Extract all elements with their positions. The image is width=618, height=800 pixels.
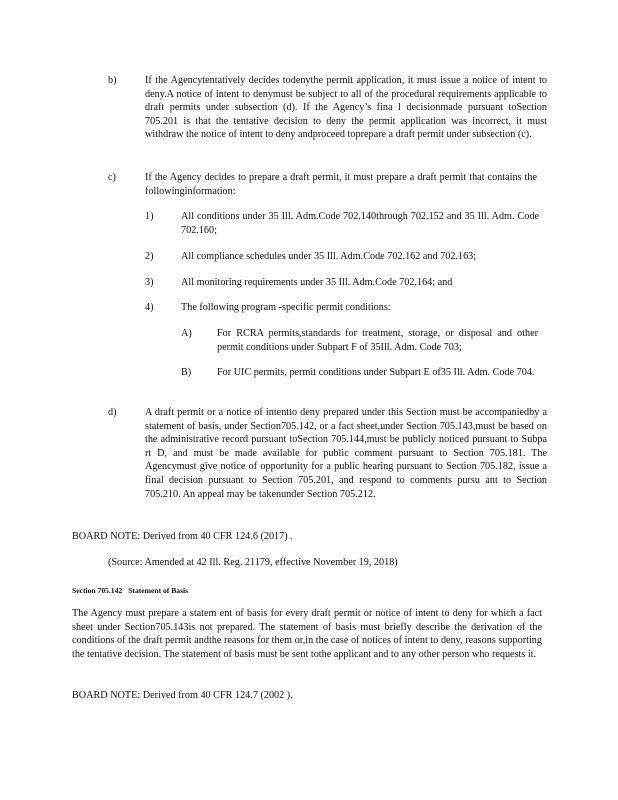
- section-title: Statement of Basis: [128, 586, 189, 595]
- item-c4-text: The following program -specific permit conditions:: [181, 302, 391, 313]
- item-d-label: d): [108, 407, 117, 418]
- item-c3-text: All monitoring requirements under 35 Ill. Adm.Code 702.164; and: [181, 277, 453, 288]
- item-c1-label: 1): [145, 211, 154, 222]
- item-b-text: If the Agencytentatively decides todenythe permit application, it must issue a notice of intent to deny.A notice of intent to denymust be subject to all of the procedural requirements applicable to draft permits under subsection (d). If the Agency’s fina l decisionmade pursuant toSection 705.201 is that the tentative decision to deny the permit application was incorrect, it must withdraw the notice of intent to deny andproceed toprepare a draft permit under subsection (c).: [145, 75, 547, 141]
- item-c1-text: All conditions under 35 Ill. Adm.Code 702.140through 702.152 and 35 Ill. Adm. Code 702.160;: [181, 211, 539, 236]
- item-c4-label: 4): [145, 302, 154, 313]
- item-c-label: c): [108, 172, 116, 183]
- item-c-text: If the Agency decides to prepare a draft permit, it must prepare a draft permit that contains the followinginformation:: [145, 172, 537, 197]
- item-c4a-text: For RCRA permits,standards for treatment, storage, or disposal and other permit conditions under Subpart F of 35Ill. Adm. Code 703;: [217, 328, 538, 353]
- item-b-label: b): [108, 75, 117, 86]
- section-heading: [72, 584, 188, 598]
- item-c2-label: 2): [145, 251, 154, 262]
- item-c4a-label: A): [181, 328, 192, 339]
- item-d-text: A draft permit or a notice of intentto deny prepared under this Section must be accompaniedby a statement of basis, under Section705.142, or a fact sheet,under Section 705.143,must be based on the administrative record pursuant toSection 705.144,must be publicly noticed pursuant to Subpa rt D, and must be made available for public comment pursuant to Section 705.181. The Agencymust give notice of opportunity for a public hearing pursuant to Section 705.182, issue a final decision pursuant to Section 705.201, and respond to comments pursu ant to Section 705.210. An appeal may be takenunder Section 705.212.: [145, 407, 547, 500]
- source-note: (Source: Amended at 42 Ill. Reg. 21179, effective November 19, 2018): [108, 557, 398, 568]
- board-note-2: BOARD NOTE: Derived from 40 CFR 124.7 (2002 ).: [72, 690, 293, 701]
- item-c4b-label: B): [181, 367, 192, 378]
- section-number: Section 705.142: [72, 586, 123, 595]
- item-c2-text: All compliance schedules under 35 Ill. Adm.Code 702.162 and 702.163;: [181, 251, 477, 262]
- board-note-1: BOARD NOTE: Derived from 40 CFR 124.6 (2017) .: [72, 531, 293, 542]
- item-c4b-text: For UIC permits, permit conditions under Subpart E of35 Ill. Adm. Code 704.: [217, 367, 535, 378]
- section-body: The Agency must prepare a statem ent of basis for every draft permit or notice of intent to deny for which a fact sheet under Section705.143is not prepared. The statement of basis must briefly describe the derivation of the conditions of the draft permit andthe reasons for them or,in the case of notices of intent to deny, reasons supporting the tentative decision. The statement of basis must be sent tothe applicant and to any other person who requests it.: [72, 608, 542, 660]
- item-c3-label: 3): [145, 277, 154, 288]
